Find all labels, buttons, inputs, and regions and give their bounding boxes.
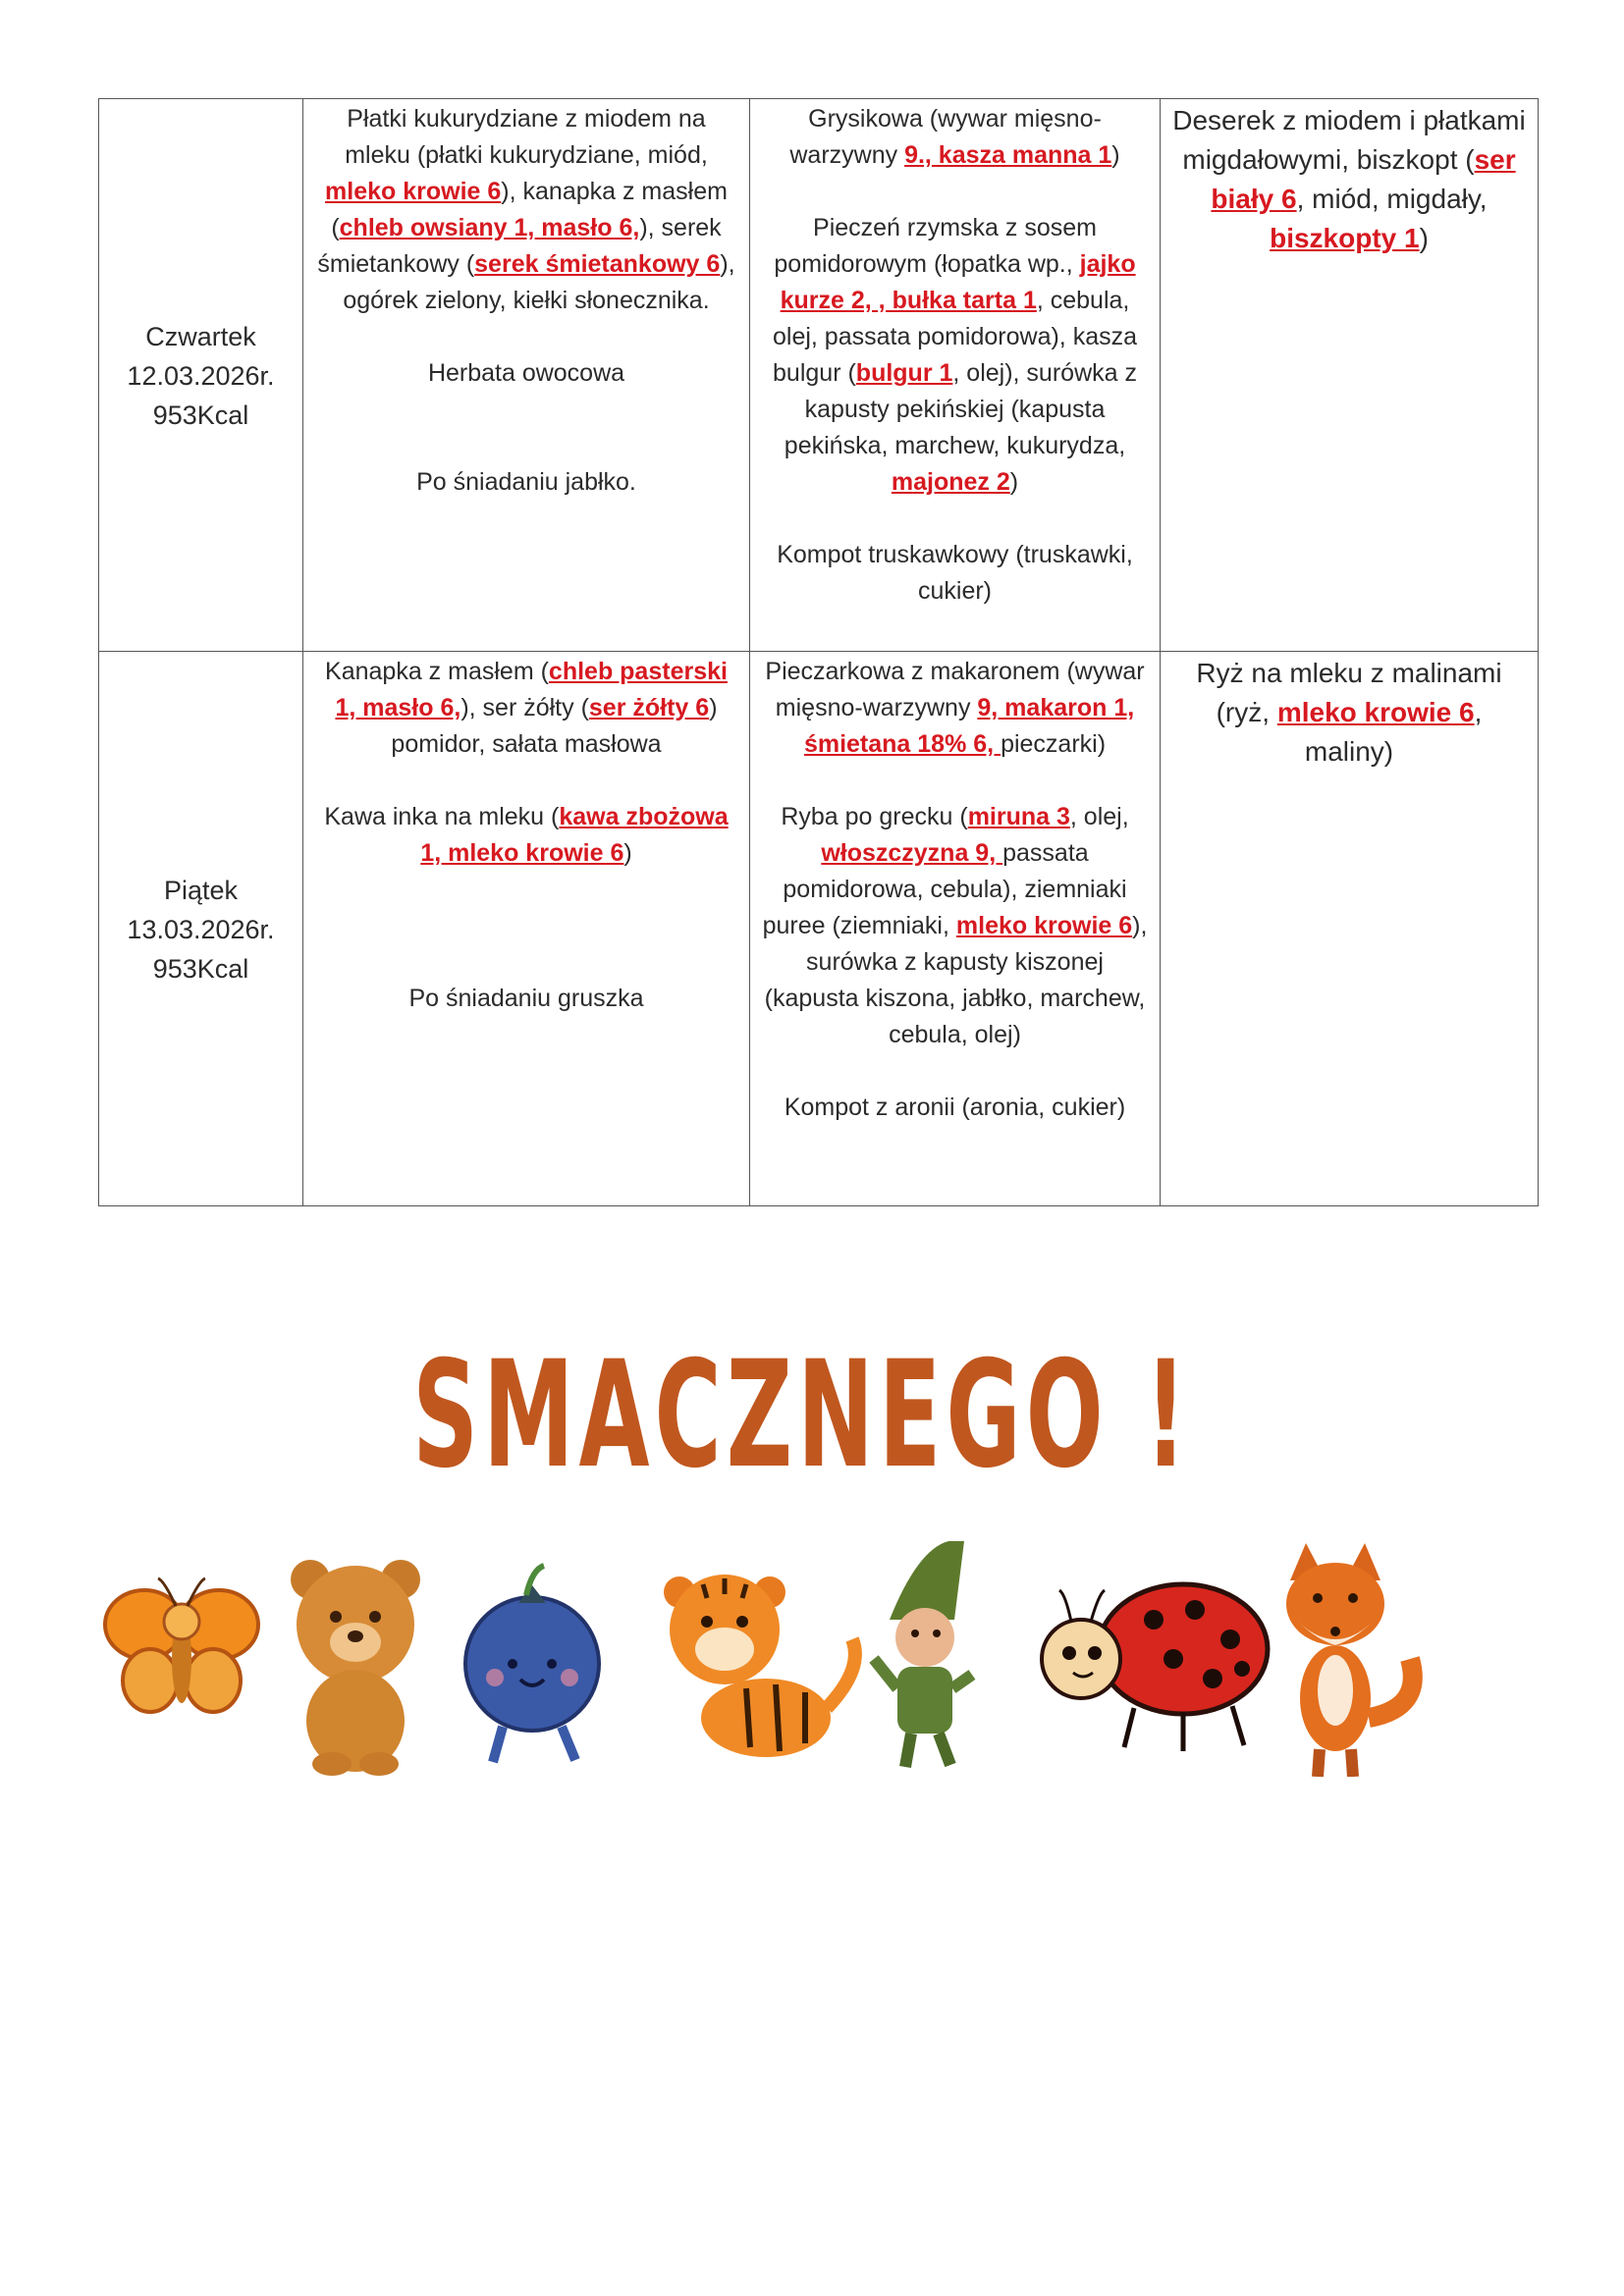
main-dish-text: Pieczeń rzymska z sosem pomidorowym (łopatka wp., (774, 214, 1097, 278)
soup-text: ) (1111, 141, 1120, 169)
lunch-drink: Kompot z aronii (aronia, cukier) (784, 1094, 1126, 1121)
allergen-label: włoszczyzna 9, (821, 839, 1003, 867)
soup-text: pieczarki) (1001, 730, 1107, 758)
day-name: Piątek (163, 876, 239, 905)
soup-text: Grysikowa (wywar mięsno-warzywny (789, 105, 1102, 169)
main-dish-text: passata pomidorowa, cebula), ziemniaki puree (ziemniaki, (762, 839, 1127, 939)
bear-icon (291, 1560, 420, 1776)
dessert-text: Deserek z miodem i płatkami migdałowymi, biszkopt ( (1172, 105, 1526, 175)
main-dish-text: Ryba po grecku ( (781, 803, 968, 830)
breakfast-drink: Herbata owocowa (427, 359, 625, 387)
breakfast-text: ), ser żółty ( (460, 694, 589, 721)
blueberry-icon (465, 1566, 599, 1762)
allergen-label: chleb owsiany 1, masło 6, (339, 214, 640, 241)
breakfast-cell-thursday (303, 99, 750, 652)
menu-table (98, 98, 1539, 1206)
allergen-label: mleko krowie 6 (325, 178, 502, 205)
allergen-label: 9., kasza manna 1 (904, 141, 1112, 169)
allergen-label: biszkopty 1 (1270, 223, 1420, 253)
breakfast-text: ), serek śmietankowy ( (317, 214, 722, 278)
lunch-cell-friday (750, 652, 1161, 1206)
breakfast-text: Kanapka z masłem ( (325, 658, 549, 685)
ladybug-icon (1042, 1584, 1268, 1751)
breakfast-text: ), kanapka z masłem ( (331, 178, 728, 241)
allergen-label: mleko krowie 6 (955, 912, 1133, 939)
breakfast-cell-friday (303, 652, 750, 1206)
dessert-text: , miód, migdały, (1296, 184, 1488, 214)
dessert-cell-thursday (1161, 99, 1539, 652)
gnome-icon (874, 1541, 972, 1767)
dessert-text: , maliny) (1304, 697, 1483, 767)
main-dish-text: , cebula, olej, passata pomidorowa), kasza bulgur ( (772, 287, 1138, 387)
allergen-label: majonez 2 (891, 468, 1010, 496)
allergen-label: kawa zbożowa 1, mleko krowie 6 (420, 803, 729, 867)
allergen-label: mleko krowie 6 (1276, 697, 1475, 727)
dessert-text: Ryż na mleku z malinami (ryż, (1196, 658, 1502, 727)
dessert-text: ) (1419, 223, 1429, 253)
lunch-drink: Kompot truskawkowy (truskawki, cukier) (777, 541, 1133, 605)
smacznego-heading: SMACZNEGO ! (412, 1330, 1192, 1501)
allergen-label: ser żółty 6 (588, 694, 710, 721)
soup-text: Pieczarkowa z makaronem (wywar mięsno-warzywny (765, 658, 1145, 721)
allergen-label: 9, makaron 1, śmietana 18% 6, (803, 694, 1135, 758)
breakfast-after: Po śniadaniu gruszka (408, 985, 644, 1012)
day-kcal: 953Kcal (152, 400, 249, 430)
menu-row-friday (99, 652, 1539, 1206)
animal-illustrations (98, 1541, 1434, 1777)
dessert-cell-friday (1161, 652, 1539, 1206)
allergen-label: chleb pasterski 1, masło 6, (335, 658, 728, 721)
lunch-cell-thursday (750, 99, 1161, 652)
breakfast-drink: Kawa inka na mleku ( (324, 803, 560, 830)
allergen-label: miruna 3 (967, 803, 1070, 830)
breakfast-drink: ) (623, 839, 632, 867)
allergen-label: serek śmietankowy 6 (474, 250, 721, 278)
day-cell-thursday (99, 99, 303, 652)
day-date: 13.03.2026r. (127, 915, 275, 944)
day-date: 12.03.2026r. (127, 361, 275, 391)
day-cell-friday (99, 652, 303, 1206)
fox-icon (1286, 1543, 1413, 1777)
breakfast-after: Po śniadaniu jabłko. (416, 468, 636, 496)
tiger-icon (664, 1575, 855, 1757)
allergen-label: jajko kurze 2, , bułka tarta 1 (780, 250, 1136, 314)
breakfast-text: ) pomidor, sałata masłowa (391, 694, 718, 758)
breakfast-text: Płatki kukurydziane z miodem na mleku (płatki kukurydziane, miód, (345, 105, 708, 169)
menu-row-thursday (99, 99, 1539, 652)
day-name: Czwartek (145, 322, 256, 351)
main-dish-text: , olej), surówka z kapusty pekińskiej (kapusta pekińska, marchew, kukurydza, (784, 359, 1137, 459)
allergen-label: bulgur 1 (855, 359, 953, 387)
main-dish-text: , olej, (1069, 803, 1129, 830)
day-kcal: 953Kcal (152, 954, 249, 984)
butterfly-icon (105, 1578, 258, 1712)
allergen-label: ser biały 6 (1211, 144, 1516, 214)
main-dish-text: ) (1009, 468, 1019, 496)
breakfast-text: ), ogórek zielony, kiełki słonecznika. (343, 250, 735, 314)
main-dish-text: ), surówka z kapusty kiszonej (kapusta kiszona, jabłko, marchew, cebula, olej) (764, 912, 1148, 1048)
